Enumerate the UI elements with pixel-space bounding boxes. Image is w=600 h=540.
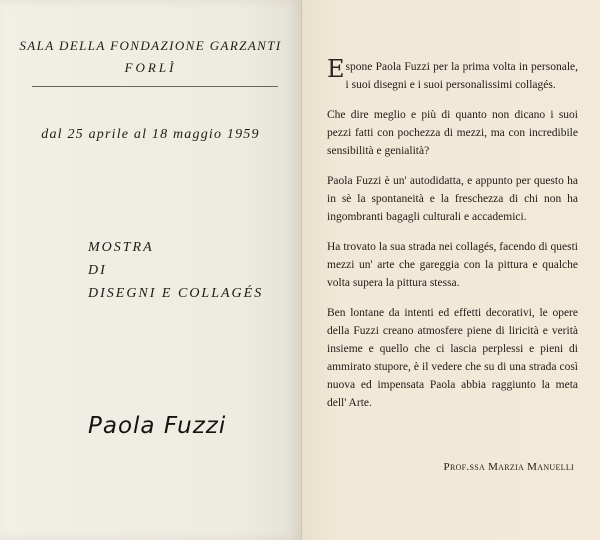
venue-name: SALA DELLA FONDAZIONE GARZANTI — [19, 38, 282, 53]
drop-cap: E — [327, 55, 345, 83]
essay-paragraph-1 — [327, 55, 578, 94]
divider-rule — [32, 86, 278, 87]
author-signature: Prof.ssa Marzia Manuelli — [443, 461, 574, 473]
artist-name: Paola Fuzzi — [88, 413, 227, 439]
exhibition-title-line-3: DISEGNI E COLLAGÉS — [88, 286, 264, 301]
venue-city: FORLÌ — [124, 60, 177, 75]
essay-paragraph-4: Ha trovato la sua strada nei collagés, facendo di questi mezzi un' arte che gareggia con la pittura e qualche volta supera la pittura stessa. — [327, 241, 578, 289]
essay-paragraph-3: Paola Fuzzi è un' autodidatta, e appunto per questo ha in sè la spontaneità e la freschezza di chi non ha ingombranti bagagli culturali e accademici. — [327, 175, 578, 223]
essay-paragraph-1-text: spone Paola Fuzzi per la prima volta in personale, i suoi disegni e i suoi personalissimi collagés. — [345, 61, 578, 91]
essay-text — [327, 55, 578, 424]
exhibition-title-line-2: DI — [88, 263, 107, 278]
exhibition-title-line-1: MOSTRA — [88, 240, 154, 255]
essay-paragraph-5: Ben lontane da intenti ed effetti decorativi, le opere della Fuzzi creano atmosfere piene di liricità e verità insieme e quello che ci lascia perplessi e pieni di ammirato stupore, è il vedere che su di una strada così nuova ed impensata Paola abbia raggiunto la meta dell' Arte. — [327, 307, 578, 409]
exhibition-dates: dal 25 aprile al 18 maggio 1959 — [41, 127, 260, 142]
essay-paragraph-2: Che dire meglio e più di quanto non dicano i suoi pezzi fatti con pochezza di mezzi, ma con incredibile sensibilità e genialità? — [327, 109, 578, 157]
